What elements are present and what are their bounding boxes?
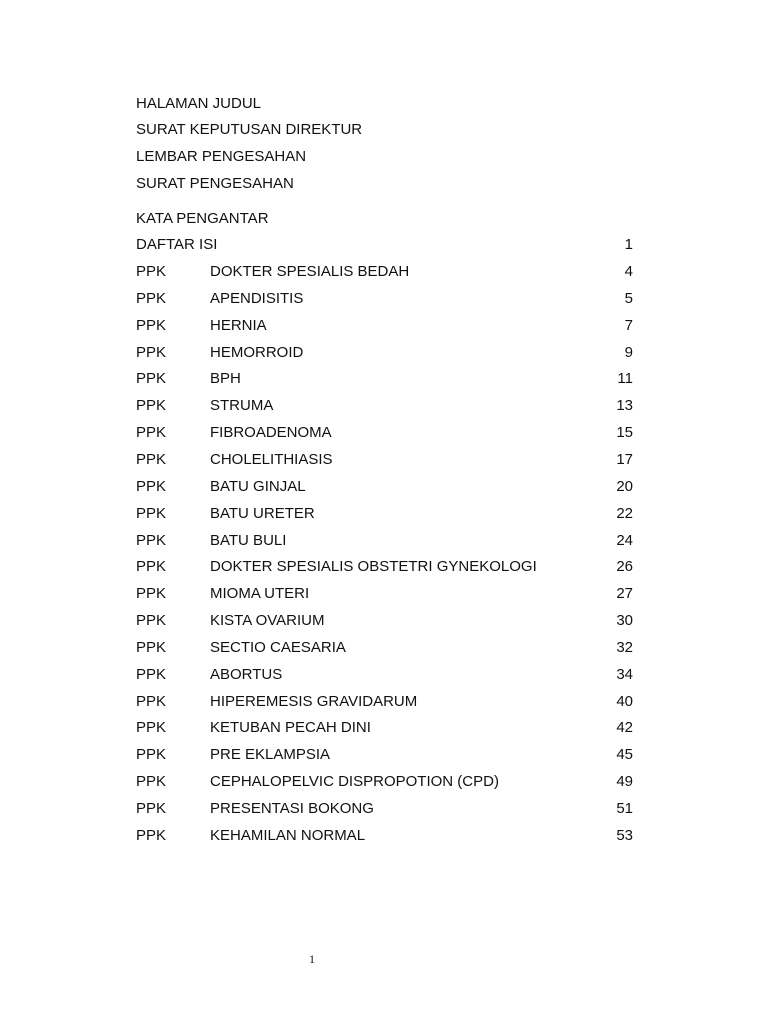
toc-row bbox=[136, 693, 633, 711]
toc-row-title: HEMORROID bbox=[210, 344, 304, 361]
toc-row-title: DOKTER SPESIALIS OBSTETRI GYNEKOLOGI bbox=[210, 558, 537, 575]
toc-row-title: BATU BULI bbox=[210, 532, 287, 549]
front-matter-halaman-judul: HALAMAN JUDUL bbox=[136, 95, 262, 112]
toc-row-title: PRESENTASI BOKONG bbox=[210, 800, 374, 817]
toc-row-title: KISTA OVARIUM bbox=[210, 612, 325, 629]
toc-row-page: 11 bbox=[617, 370, 633, 387]
toc-row-prefix: PPK bbox=[136, 558, 167, 575]
toc-row bbox=[136, 424, 633, 442]
toc-row bbox=[136, 370, 633, 388]
toc-row-prefix: PPK bbox=[136, 424, 167, 441]
toc-row-title: MIOMA UTERI bbox=[210, 585, 310, 602]
toc-row-prefix: PPK bbox=[136, 397, 167, 414]
toc-row-page: 27 bbox=[616, 585, 633, 602]
toc-row bbox=[136, 773, 633, 791]
toc-row bbox=[136, 719, 633, 737]
toc-row bbox=[136, 666, 633, 684]
toc-row bbox=[136, 451, 633, 469]
toc-row bbox=[136, 612, 633, 630]
toc-row-page: 26 bbox=[616, 558, 633, 575]
toc-row bbox=[136, 558, 633, 576]
toc-row-page: 30 bbox=[616, 612, 633, 629]
toc-row-page: 53 bbox=[616, 827, 633, 844]
toc-row bbox=[136, 344, 633, 362]
toc-row-prefix: PPK bbox=[136, 639, 167, 656]
toc-row bbox=[136, 827, 633, 845]
toc-row-page: 15 bbox=[616, 424, 633, 441]
toc-row-page: 17 bbox=[616, 451, 633, 468]
toc-row-title: STRUMA bbox=[210, 397, 274, 414]
toc-row-title: KETUBAN PECAH DINI bbox=[210, 719, 371, 736]
toc-row-page: 32 bbox=[616, 639, 633, 656]
toc-row-title: CHOLELITHIASIS bbox=[210, 451, 333, 468]
footer-page-number: 1 bbox=[309, 952, 315, 966]
toc-row-page: 4 bbox=[624, 263, 633, 280]
toc-row-prefix: PPK bbox=[136, 585, 167, 602]
toc-row-title: CEPHALOPELVIC DISPROPOTION (CPD) bbox=[210, 773, 499, 790]
toc-row-title: ABORTUS bbox=[210, 666, 283, 683]
toc-row-page: 42 bbox=[616, 719, 633, 736]
toc-row bbox=[136, 317, 633, 335]
toc-row-title: SECTIO CAESARIA bbox=[210, 639, 346, 656]
toc-row-prefix: PPK bbox=[136, 478, 167, 495]
toc-row bbox=[136, 639, 633, 657]
toc-row-prefix: PPK bbox=[136, 532, 167, 549]
toc-row-prefix: PPK bbox=[136, 505, 167, 522]
toc-row-page: 49 bbox=[616, 773, 633, 790]
toc-row-page: 20 bbox=[616, 478, 633, 495]
toc-row-page: 7 bbox=[624, 317, 633, 334]
toc-row bbox=[136, 397, 633, 415]
toc-row bbox=[136, 290, 633, 308]
toc-row-page: 34 bbox=[616, 666, 633, 683]
toc-row-prefix: PPK bbox=[136, 263, 167, 280]
toc-row-page: 45 bbox=[616, 746, 633, 763]
toc-row-title: PRE EKLAMPSIA bbox=[210, 746, 331, 763]
toc-row-prefix: PPK bbox=[136, 827, 167, 844]
toc-row-prefix: PPK bbox=[136, 370, 167, 387]
toc-row-prefix: PPK bbox=[136, 800, 167, 817]
front-matter-kata-pengantar: KATA PENGANTAR bbox=[136, 210, 269, 227]
toc-row-page: 40 bbox=[616, 693, 633, 710]
toc-row-page: 5 bbox=[624, 290, 633, 307]
toc-row-prefix: PPK bbox=[136, 773, 167, 790]
toc-row-title: KEHAMILAN NORMAL bbox=[210, 827, 366, 844]
toc-row-prefix: PPK bbox=[136, 693, 167, 710]
toc-row-page: 13 bbox=[616, 397, 633, 414]
toc-row bbox=[136, 263, 633, 281]
toc-row-page: 9 bbox=[624, 344, 633, 361]
toc-row-prefix: PPK bbox=[136, 290, 167, 307]
toc-row bbox=[136, 478, 633, 496]
toc-row-title: DOKTER SPESIALIS BEDAH bbox=[210, 263, 410, 280]
toc-row-prefix: PPK bbox=[136, 344, 167, 361]
toc-row-title: APENDISITIS bbox=[210, 290, 304, 307]
toc-row-title: BATU URETER bbox=[210, 505, 315, 522]
front-matter-surat-keputusan: SURAT KEPUTUSAN DIREKTUR bbox=[136, 121, 363, 138]
toc-row-prefix: PPK bbox=[136, 719, 167, 736]
toc-row-title: HERNIA bbox=[210, 317, 267, 334]
toc-row-title: BATU GINJAL bbox=[210, 478, 306, 495]
toc-row bbox=[136, 585, 633, 603]
daftar-isi-row bbox=[136, 236, 633, 254]
daftar-isi-label: DAFTAR ISI bbox=[136, 236, 218, 253]
daftar-isi-page: 1 bbox=[624, 236, 633, 253]
toc-row-prefix: PPK bbox=[136, 317, 167, 334]
toc-row bbox=[136, 532, 633, 550]
front-matter-lembar-pengesahan: LEMBAR PENGESAHAN bbox=[136, 148, 307, 165]
toc-row-title: HIPEREMESIS GRAVIDARUM bbox=[210, 693, 418, 710]
toc-row bbox=[136, 746, 633, 764]
toc-row-prefix: PPK bbox=[136, 451, 167, 468]
toc-row-title: BPH bbox=[210, 370, 241, 387]
toc-row-page: 51 bbox=[616, 800, 633, 817]
toc-row-prefix: PPK bbox=[136, 746, 167, 763]
toc-row-page: 24 bbox=[616, 532, 633, 549]
toc-row-prefix: PPK bbox=[136, 612, 167, 629]
toc-row-title: FIBROADENOMA bbox=[210, 424, 332, 441]
front-matter-surat-pengesahan: SURAT PENGESAHAN bbox=[136, 175, 294, 192]
toc-row-prefix: PPK bbox=[136, 666, 167, 683]
toc-row bbox=[136, 800, 633, 818]
toc-row bbox=[136, 505, 633, 523]
toc-row-page: 22 bbox=[616, 505, 633, 522]
